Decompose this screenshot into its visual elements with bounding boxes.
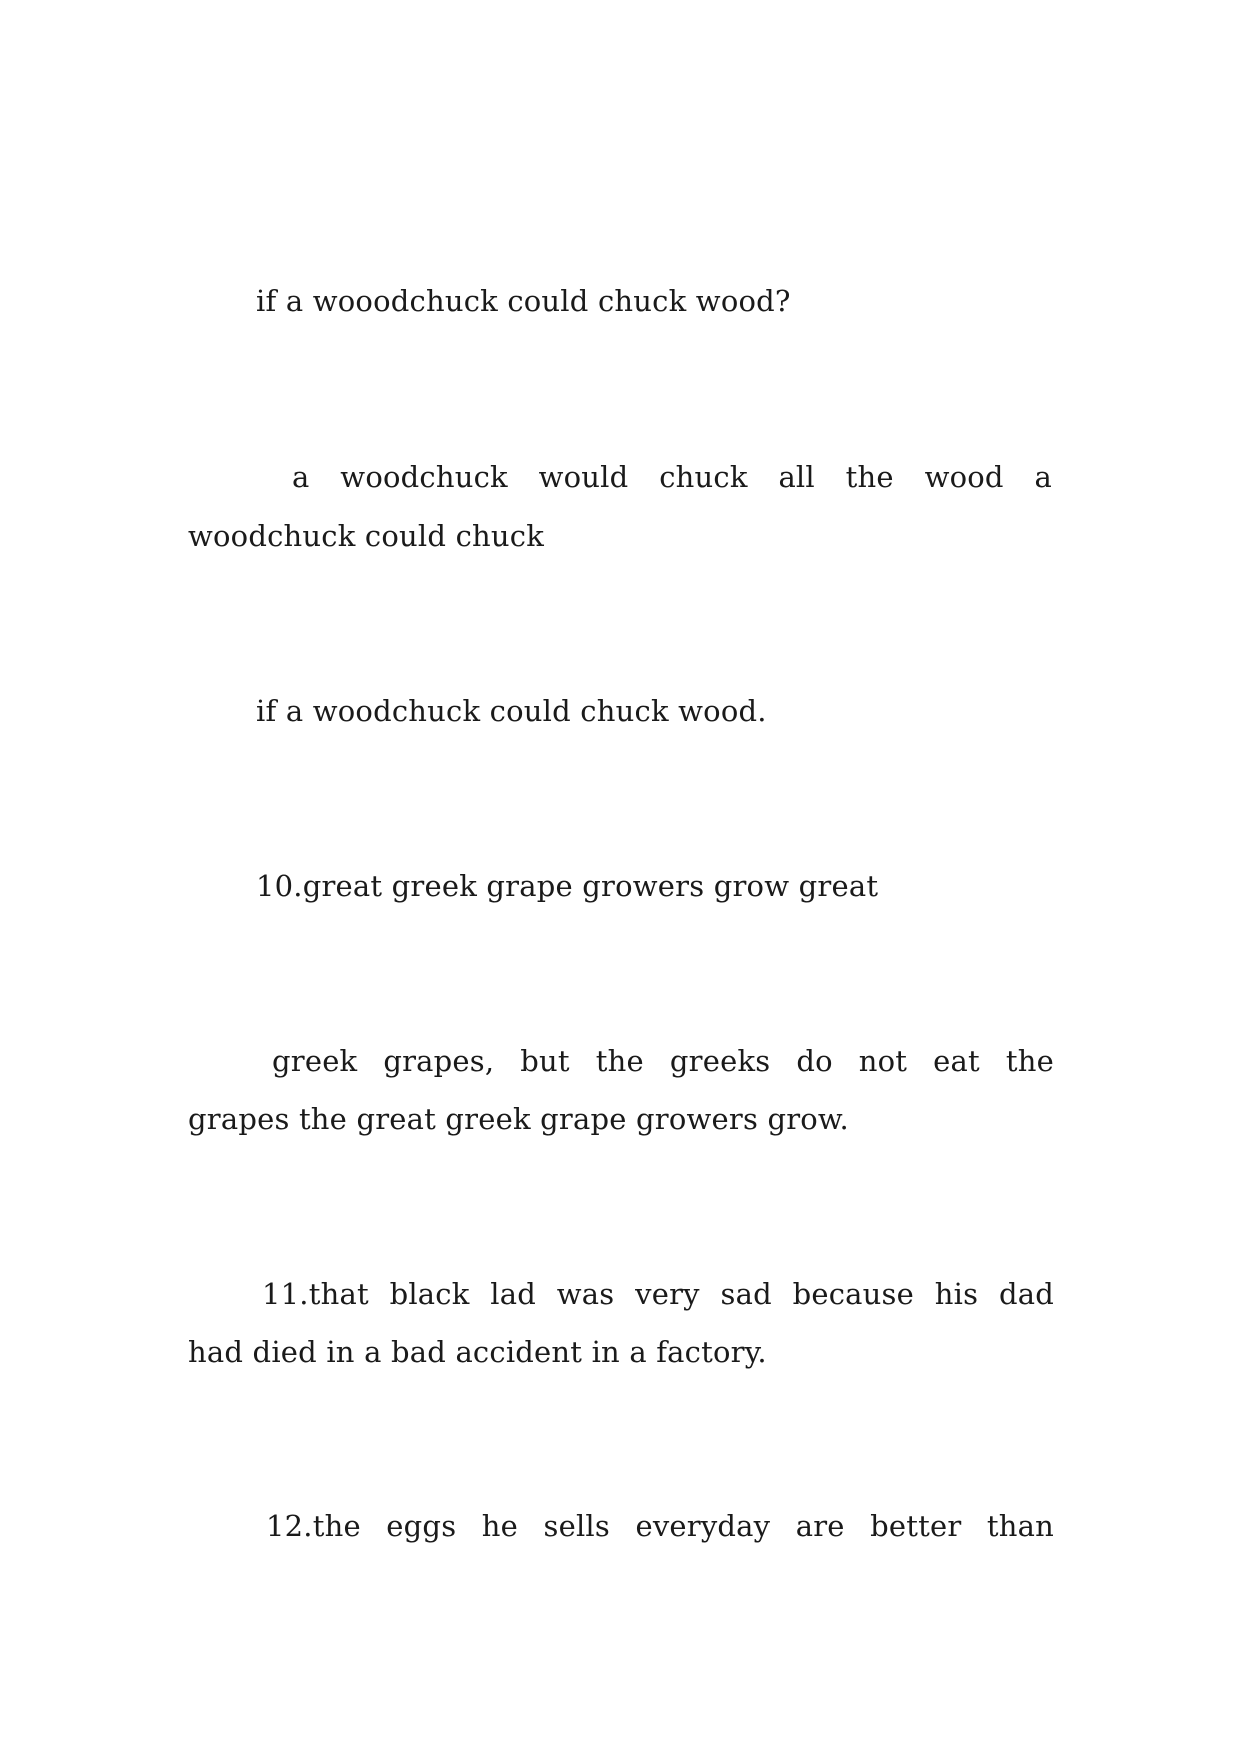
text-line: a woodchuck would chuck all the wood a: [292, 460, 1052, 494]
text-line: if a woodchuck could chuck wood.: [256, 694, 767, 728]
text-line: if a wooodchuck could chuck wood?: [256, 284, 791, 318]
text-line: woodchuck could chuck: [188, 519, 544, 553]
text-line: 10.great greek grape growers grow great: [256, 869, 879, 903]
text-line: 11.that black lad was very sad because his dad: [262, 1277, 1054, 1311]
text-line: grapes the great greek grape growers grow.: [188, 1102, 849, 1136]
text-line: 12.the eggs he sells everyday are better than: [266, 1509, 1054, 1543]
text-line: had died in a bad accident in a factory.: [188, 1335, 767, 1369]
text-line: greek grapes, but the greeks do not eat the: [272, 1044, 1054, 1078]
